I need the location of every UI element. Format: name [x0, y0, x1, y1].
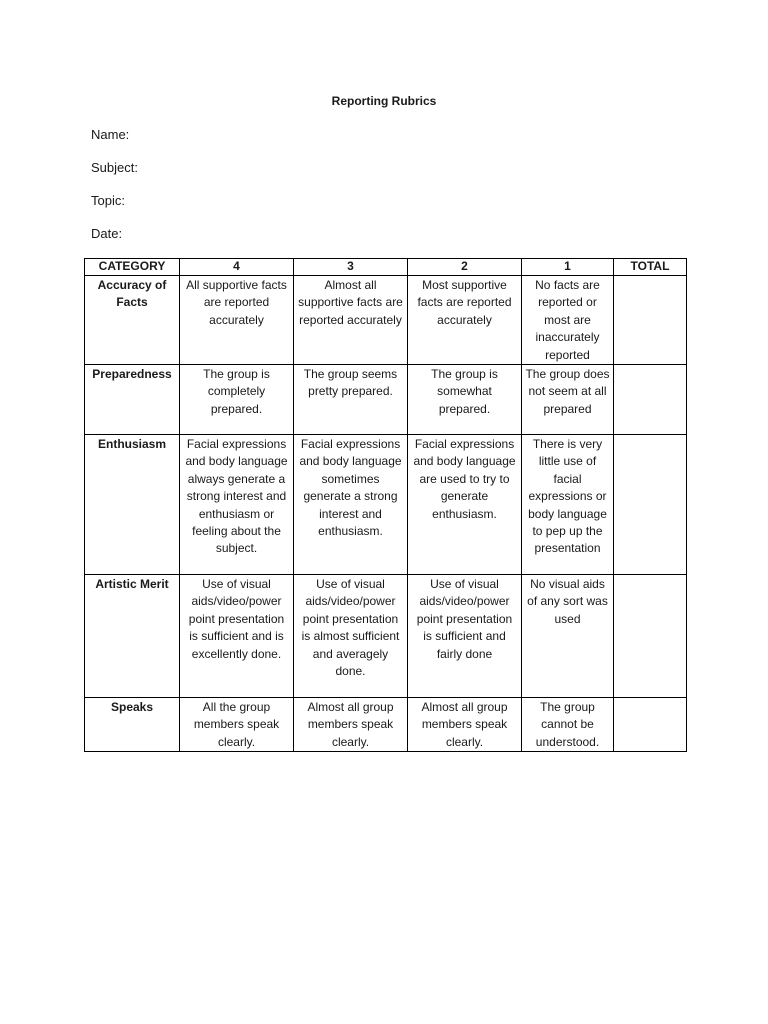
header-score-3: 3	[294, 259, 408, 276]
total-cell	[614, 276, 687, 365]
score-4-cell: The group is completely prepared.	[180, 365, 294, 435]
total-cell	[614, 435, 687, 575]
date-field-label: Date:	[91, 226, 123, 241]
score-3-cell: Facial expressions and body language sometimes generate a strong interest and enthusiasm.	[294, 435, 408, 575]
score-1-cell: The group cannot be understood.	[522, 698, 614, 752]
category-cell: Accuracy of Facts	[85, 276, 180, 365]
table-row	[85, 276, 687, 365]
topic-field-label: Topic:	[91, 193, 125, 208]
table-row	[85, 365, 687, 435]
score-2-cell: Almost all group members speak clearly.	[408, 698, 522, 752]
document-title: Reporting Rubrics	[331, 94, 437, 108]
score-1-cell: The group does not seem at all prepared	[522, 365, 614, 435]
score-4-cell: Use of visual aids/video/power point presentation is sufficient and is excellently done.	[180, 575, 294, 698]
rubric-header-row	[85, 259, 687, 276]
rubric-table	[84, 258, 687, 752]
category-cell: Artistic Merit	[85, 575, 180, 698]
total-cell	[614, 365, 687, 435]
header-category: CATEGORY	[85, 259, 180, 276]
score-3-cell: Almost all supportive facts are reported accurately	[294, 276, 408, 365]
category-cell: Speaks	[85, 698, 180, 752]
header-score-1: 1	[522, 259, 614, 276]
table-row	[85, 575, 687, 698]
score-1-cell: No visual aids of any sort was used	[522, 575, 614, 698]
score-1-cell: No facts are reported or most are inaccurately reported	[522, 276, 614, 365]
subject-field-label: Subject:	[91, 160, 138, 175]
header-score-4: 4	[180, 259, 294, 276]
score-2-cell: Facial expressions and body language are used to try to generate enthusiasm.	[408, 435, 522, 575]
total-cell	[614, 698, 687, 752]
score-3-cell: Use of visual aids/video/power point presentation is almost sufficient and averagely done.	[294, 575, 408, 698]
score-2-cell: Most supportive facts are reported accurately	[408, 276, 522, 365]
header-total: TOTAL	[614, 259, 687, 276]
score-4-cell: Facial expressions and body language always generate a strong interest and enthusiasm or feeling about the subject.	[180, 435, 294, 575]
score-2-cell: The group is somewhat prepared.	[408, 365, 522, 435]
score-4-cell: All the group members speak clearly.	[180, 698, 294, 752]
total-cell	[614, 575, 687, 698]
score-1-cell: There is very little use of facial expressions or body language to pep up the presentation	[522, 435, 614, 575]
table-row	[85, 698, 687, 752]
header-score-2: 2	[408, 259, 522, 276]
category-cell: Enthusiasm	[85, 435, 180, 575]
score-3-cell: The group seems pretty prepared.	[294, 365, 408, 435]
score-2-cell: Use of visual aids/video/power point presentation is sufficient and fairly done	[408, 575, 522, 698]
table-row	[85, 435, 687, 575]
name-field-label: Name:	[91, 127, 130, 142]
category-cell: Preparedness	[85, 365, 180, 435]
score-4-cell: All supportive facts are reported accurately	[180, 276, 294, 365]
score-3-cell: Almost all group members speak clearly.	[294, 698, 408, 752]
